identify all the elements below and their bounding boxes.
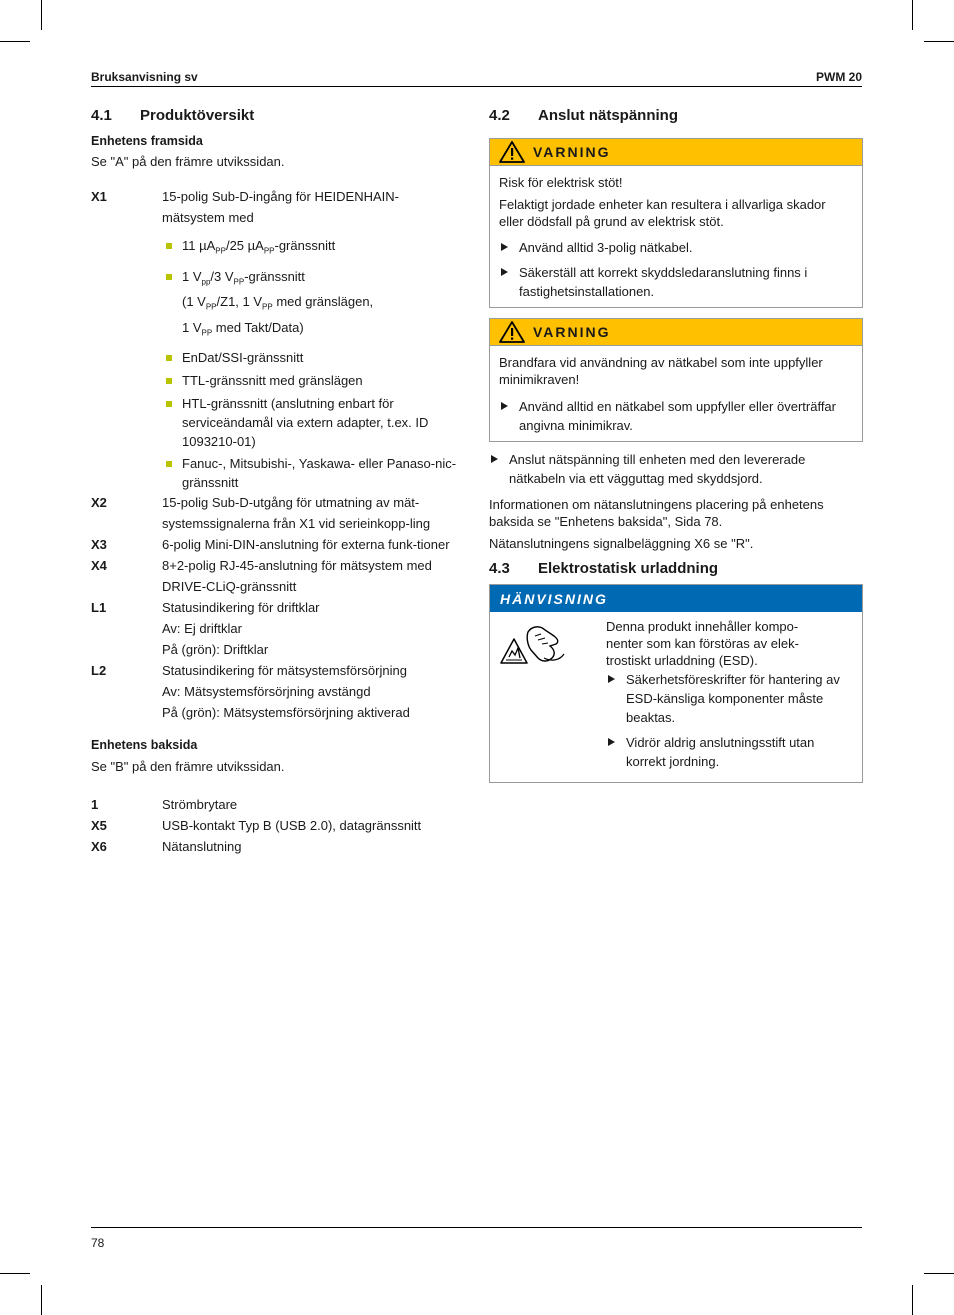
def-x4 — [91, 555, 471, 597]
def-line: På (grön): Mätsystemsförsörjning aktiverad — [162, 705, 410, 721]
square-bullet-icon — [162, 267, 182, 344]
arrow-bullet-icon — [499, 397, 519, 435]
left-column — [91, 106, 471, 857]
def-key: X5 — [91, 818, 107, 834]
list-item: 11 µA$_{PP}$/25 µA$_{PP}$-gränssnitt — [162, 236, 471, 262]
section-number: 4.1 — [91, 107, 112, 124]
esd-symbol — [498, 618, 606, 771]
right-column — [489, 106, 863, 783]
warning-text: Risk för elektrisk stöt! — [499, 175, 623, 190]
def-key: X3 — [91, 537, 107, 553]
def-value: 8+2-polig RJ-45-anslutning för mätsystem med DRIVE-CLiQ-gränssnitt — [162, 558, 432, 595]
instruction-step: Använd alltid en nätkabel som uppfyller eller överträffar angivna minimikrav. — [499, 397, 853, 435]
note-box — [489, 584, 863, 783]
warning-body — [490, 166, 862, 307]
crop-mark — [0, 1273, 30, 1274]
def-key: L2 — [91, 663, 107, 679]
def-key: X1 — [91, 189, 107, 204]
list-item: HTL-gränssnitt (anslutning enbart för serviceändamål via extern adapter, t.ex. ID 1093210-01) — [162, 394, 471, 451]
instruction-step: Anslut nätspänning till enheten med den levererade nätkabeln via ett vägguttag med skyddsjord. — [489, 450, 863, 488]
warning-box-2 — [489, 318, 863, 442]
section-number: 4.3 — [489, 560, 510, 577]
warning-text: Felaktigt jordade enheter kan resultera i allvarliga skador eller dödsfall på grund av elektrisk stöt. — [499, 197, 826, 229]
crop-mark — [41, 0, 42, 30]
def-line: Av: Mätsystemsförsörjning avstängd — [162, 684, 371, 700]
warning-label: VARNING — [533, 144, 611, 160]
def-key: X2 — [91, 495, 107, 511]
def-value: 6-polig Mini-DIN-anslutning för externa funk-tioner — [162, 537, 450, 553]
section-title: Elektrostatisk urladdning — [538, 560, 719, 577]
instruction-step: Använd alltid 3-polig nätkabel. — [499, 238, 853, 257]
info-text: Nätanslutningens signalbeläggning X6 se "R". — [489, 536, 754, 551]
def-key: X4 — [91, 558, 107, 574]
back-heading: Enhetens baksida — [91, 738, 198, 753]
x1-list — [91, 236, 471, 492]
warning-label: VARNING — [533, 324, 611, 340]
arrow-bullet-icon — [499, 238, 519, 257]
square-bullet-icon — [162, 371, 182, 391]
section-number: 4.2 — [489, 107, 510, 124]
def-x2 — [91, 492, 471, 534]
def-line: Statusindikering för driftklar — [162, 600, 320, 616]
def-value: Nätanslutning — [162, 839, 242, 855]
section-title: Produktöversikt — [140, 107, 255, 124]
note-text: Denna produkt innehåller kompo-nenter som kan förstöras av elek-trostiskt urladdning (ESD). — [606, 619, 799, 668]
crop-mark — [41, 1285, 42, 1315]
def-line: Statusindikering för mätsystemsförsörjning — [162, 663, 407, 679]
section-4-1-heading — [91, 106, 471, 126]
crop-mark — [924, 1273, 954, 1274]
arrow-bullet-icon — [606, 733, 626, 771]
list-item: Fanuc-, Mitsubishi-, Yaskawa- eller Panaso-nic-gränssnitt — [162, 454, 471, 492]
warning-header — [490, 319, 862, 346]
instruction-step: Säkerställ att korrekt skyddsledaranslutning finns i fastighetsinstallationen. — [499, 263, 853, 301]
page-number: 78 — [91, 1236, 105, 1250]
crop-mark — [912, 1285, 913, 1315]
def-x1 — [91, 186, 471, 228]
def-1 — [91, 794, 471, 815]
instruction-step: Vidrör aldrig anslutningsstift utan korrekt jordning. — [606, 733, 854, 771]
arrow-bullet-icon — [606, 670, 626, 727]
info-text: Informationen om nätanslutningens placering på enhetens baksida se "Enhetens baksida", Sida 78. — [489, 497, 824, 529]
warning-triangle-icon — [499, 321, 525, 343]
section-4-2-heading — [489, 106, 863, 126]
def-key: X6 — [91, 839, 107, 855]
note-label: HÄNVISNING — [500, 590, 608, 607]
def-x3 — [91, 534, 471, 555]
warning-box-1 — [489, 138, 863, 308]
def-x5 — [91, 815, 471, 836]
running-header — [91, 68, 862, 87]
def-x6 — [91, 836, 471, 857]
header-product: PWM 20 — [815, 70, 862, 84]
square-bullet-icon — [162, 236, 182, 262]
note-header — [490, 585, 862, 612]
esd-hand-icon — [498, 622, 566, 666]
warning-header — [490, 139, 862, 166]
note-body — [490, 612, 862, 782]
def-value: USB-kontakt Typ B (USB 2.0), datagränssnitt — [162, 818, 422, 834]
back-ref: Se "B" på den främre utvikssidan. — [91, 759, 285, 775]
def-l2 — [91, 660, 471, 723]
crop-mark — [912, 0, 913, 30]
crop-mark — [0, 41, 30, 42]
def-key: 1 — [91, 797, 99, 813]
section-4-3-heading — [489, 559, 863, 579]
warning-triangle-icon — [499, 141, 525, 163]
list-item: 1 $V_{pp}/3$ $V_{PP}$-gränssnitt (1 $V_{PP}/Z1$, 1 $V_{PP}$ med gränslägen, 1 $V_{PP}$ med Takt/Data) — [162, 267, 471, 344]
footer-rule — [91, 1227, 862, 1228]
square-bullet-icon — [162, 454, 182, 492]
crop-mark — [924, 41, 954, 42]
def-key: L1 — [91, 600, 107, 616]
square-bullet-icon — [162, 348, 182, 368]
square-bullet-icon — [162, 394, 182, 451]
front-heading: Enhetens framsida — [91, 134, 203, 148]
warning-text: Brandfara vid användning av nätkabel som inte uppfyller minimikraven! — [499, 355, 823, 387]
def-value: 15-polig Sub-D-utgång för utmatning av mät-systemssignalerna från X1 vid serieinkopp-ling — [162, 495, 431, 532]
arrow-bullet-icon — [499, 263, 519, 301]
def-line: Av: Ej driftklar — [162, 621, 242, 637]
header-doc-title: Bruksanvisning sv — [91, 70, 198, 84]
instruction-step: Säkerhetsföreskrifter för hantering av ESD-känsliga komponenter måste beaktas. — [606, 670, 854, 727]
front-ref: Se "A" på den främre utvikssidan. — [91, 154, 285, 169]
def-value: Strömbrytare — [162, 797, 238, 813]
def-line: På (grön): Driftklar — [162, 642, 269, 658]
def-value: 15-polig Sub-D-ingång för HEIDENHAIN-mätsystem med — [162, 189, 399, 225]
arrow-bullet-icon — [489, 450, 509, 488]
section-title: Anslut nätspänning — [538, 107, 678, 124]
list-item: TTL-gränssnitt med gränslägen — [162, 371, 471, 391]
note-content — [606, 618, 854, 771]
list-item: EnDat/SSI-gränssnitt — [162, 348, 471, 368]
def-l1 — [91, 597, 471, 660]
warning-body — [490, 346, 862, 441]
